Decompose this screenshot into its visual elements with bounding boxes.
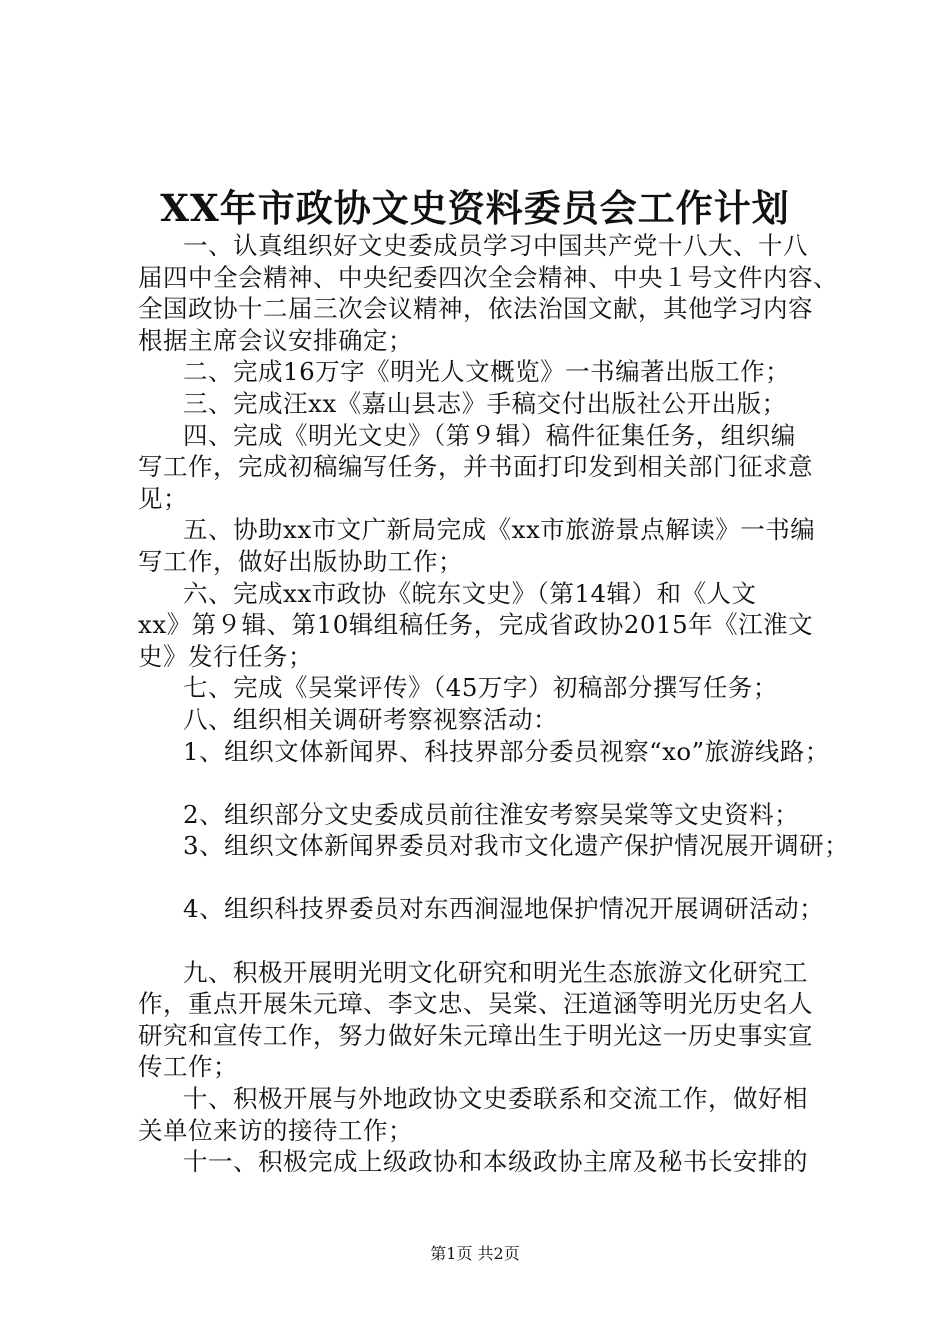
paragraph-line: 传工作； [138,1052,238,1082]
paragraph-line: 五、协助xx市文广新局完成《xx市旅游景点解读》一书编 [183,515,816,545]
paragraph-line: xx》第９辑、第10辑组稿任务，完成省政协2015年《江淮文 [138,610,814,640]
paragraph-line: 十一、积极完成上级政协和本级政协主席及秘书长安排的 [183,1147,808,1177]
paragraph-line: 3、组织文体新闻界委员对我市文化遗产保护情况展开调研； [183,831,850,861]
blank-line [138,862,838,894]
paragraph-line: 全国政协十二届三次会议精神，依法治国文献，其他学习内容 [138,294,813,324]
paragraph-line: 写工作，做好出版协助工作； [138,546,463,576]
paragraph-line: 十、积极开展与外地政协文史委联系和交流工作，做好相 [183,1084,808,1114]
paragraph-line: 见； [138,483,188,513]
paragraph-line: 史》发行任务； [138,641,313,671]
document-body [138,230,850,1178]
paragraph-line: 根据主席会议安排确定； [138,325,413,355]
paragraph-line: 一、认真组织好文史委成员学习中国共产党十八大、十八 [183,231,808,260]
paragraph-line: 四、完成《明光文史》（第９辑）稿件征集任务，组织编 [183,420,796,450]
paragraph-line: 六、完成xx市政协《皖东文史》（第14辑）和《人文 [183,578,757,608]
blank-line [138,925,838,957]
paragraph-line: 研究和宣传工作，努力做好朱元璋出生于明光这一历史事实宣 [138,1020,813,1050]
paragraph-line: 2、组织部分文史委成员前往淮安考察吴棠等文史资料； [183,799,800,829]
paragraph-line: 二、完成16万字《明光人文概览》一书编著出版工作； [183,357,791,387]
paragraph-line: 写工作，完成初稿编写任务，并书面打印发到相关部门征求意 [138,452,813,482]
paragraph-line: 七、完成《吴棠评传》（45万字）初稿部分撰写任务； [183,673,778,703]
paragraph-line: 作，重点开展朱元璋、李文忠、吴棠、汪道涵等明光历史名人 [138,989,813,1019]
paragraph-line: 1、组织文体新闻界、科技界部分委员视察“xo”旅游线路； [183,736,830,766]
paragraph-line: 4、组织科技界委员对东西涧湿地保护情况开展调研活动； [183,894,825,924]
paragraph-line: 届四中全会精神、中央纪委四次全会精神、中央１号文件内容、 [138,262,838,292]
paragraph-line: 九、积极开展明光明文化研究和明光生态旅游文化研究工 [183,957,808,987]
paragraph-line: 三、完成汪xx《嘉山县志》手稿交付出版社公开出版； [183,388,787,418]
page-footer: 第1页 共2页 [430,1244,520,1263]
document-title: XX年市政协文史资料委员会工作计划 [160,186,790,230]
blank-line [138,767,838,799]
paragraph-line: 关单位来访的接待工作； [138,1115,413,1145]
paragraph-line: 八、组织相关调研考察视察活动： [183,704,558,734]
